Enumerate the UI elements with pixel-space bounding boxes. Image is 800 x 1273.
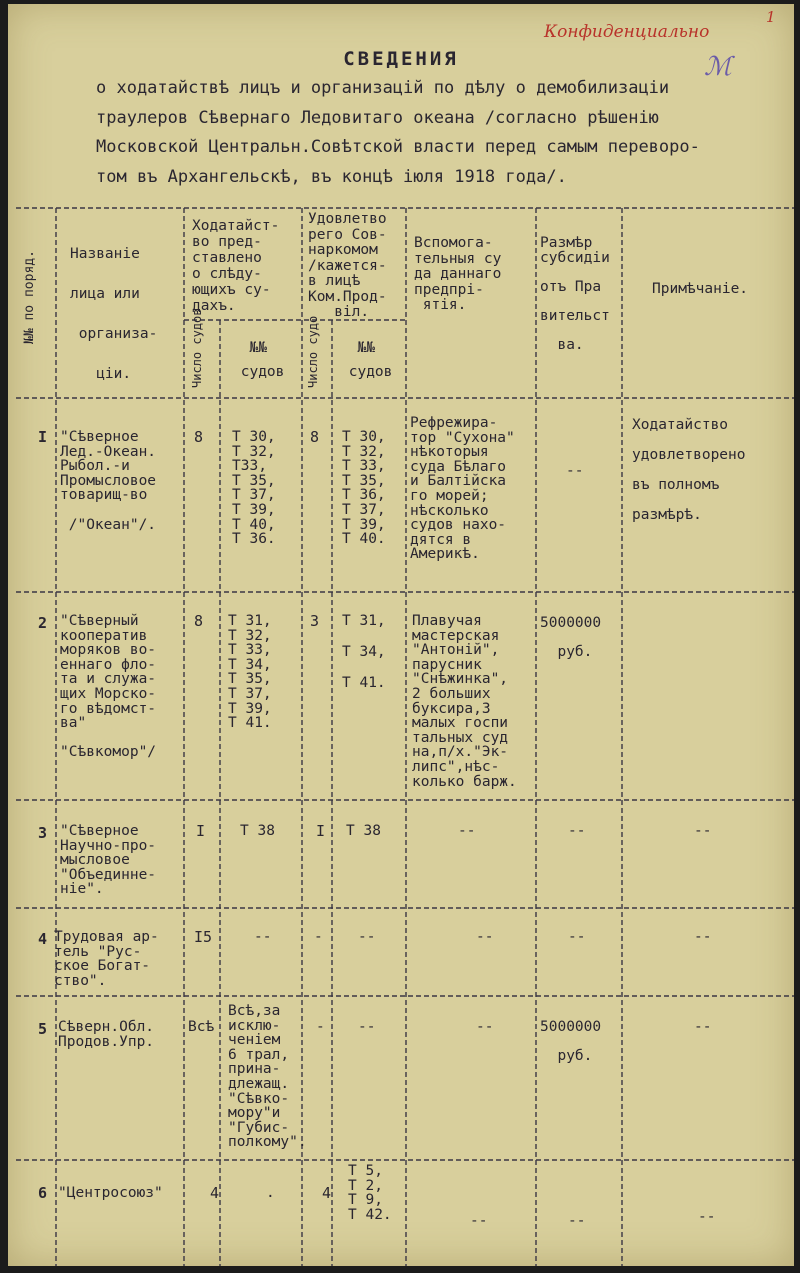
header-approved: Удовлетво рего Сов- наркомом /кажется- в лицѣ Ком.Прод- віл. [308,211,387,320]
header-approved-nos: №№ судов [348,340,393,380]
row-approved-count: - [314,929,323,945]
header-requested-nos: №№ судов [240,340,285,380]
row-note: -- [698,1209,716,1225]
intro-line: траулеров Сѣвернаго Ледовитаго океана /согласно рѣшенію [96,107,659,128]
row-approved-nos: Т 38 [346,823,381,839]
row-subsidy: -- [568,1213,586,1229]
row-requested-nos: Т 38 [240,823,275,839]
header-approved-count: Число судо [306,315,320,388]
row-auxiliary: Плавучая мастерская "Антоній", парусник "Снѣжинка", 2 больших буксира,3 малых госпи тальных суд на,п/х."Эк- липс",нѣс- колько барж. [412,613,517,790]
row-number: 5 [38,1020,48,1038]
row-requested-nos: Всѣ,за исклю- ченіем 6 трал, прина- длежащ. "Сѣвко- мору"и "Губис- полкому". [228,1003,307,1151]
row-note: -- [694,1019,712,1035]
header-requested: Ходатайст- во пред- ставлено о слѣду- ющихъ су- дахъ. [192,218,280,314]
intro-line: том въ Архангельскѣ, въ концѣ іюля 1918 года/. [96,166,567,187]
intro-line: Московской Центральн.Совѣтской власти перед самым переворо- [96,137,700,157]
intro-line: о ходатайствѣ лицъ и организацій по дѣлу о демобилизаціи [96,78,670,98]
intro-text [96,74,776,192]
row-name: "Сѣверный кооператив моряков во- еннаго фло- та и служа- щих Морско- го вѣдомст- ва" "Сѣвкомор"/ [60,613,157,761]
row-auxiliary: -- [476,929,494,945]
row-number: 4 [38,930,48,948]
row-requested-nos: . [266,1185,275,1201]
row-number: 2 [38,614,48,632]
row-note: -- [694,929,712,945]
row-subsidy: 5000000 руб. [540,1019,602,1065]
row-requested-nos: Т 31, Т 32, Т 33, Т 34, Т 35, Т 37, Т 39, Т 41. [228,613,272,732]
row-approved-nos: Т 31, Т 34, Т 41. [342,613,386,691]
page-number: 1 [766,8,776,26]
row-requested-count: 8 [194,428,204,446]
row-approved-count: 8 [310,428,320,446]
row-subsidy: -- [568,823,586,839]
header-note: Примѣчаніе. [652,281,749,297]
header-auxiliary: Вспомога- тельныя су да даннаго предпрі- ятія. [414,235,502,313]
row-approved-count: I [316,822,326,840]
row-auxiliary: -- [458,823,476,839]
row-name: "Сѣверное Лед.-Океан. Рыбол.-и Промысловое товарищ-во /"Океан"/. [60,429,157,533]
row-number: I [38,428,48,446]
row-requested-nos: -- [254,929,272,945]
row-approved-count: 3 [310,612,320,630]
header-subsidy: Размѣр субсидіи отъ Пра вительст ва. [540,235,610,353]
row-number: 6 [38,1184,48,1202]
row-requested-count: 4 [210,1184,220,1202]
row-note: -- [694,823,712,839]
row-approved-count: - [316,1019,325,1035]
row-requested-count: I5 [194,928,213,946]
row-auxiliary: -- [476,1019,494,1035]
confidential-stamp: Конфиденциально [544,22,710,42]
row-name: Сѣверн.Обл. Продов.Упр. [58,1019,155,1050]
row-subsidy: -- [566,463,584,479]
row-number: 3 [38,824,48,842]
row-approved-count: 4 [322,1184,332,1202]
row-subsidy: -- [568,929,586,945]
header-name: Названіе лица или организа- ціи. [70,246,158,382]
row-name: "Центросоюз" [58,1185,163,1201]
row-name: "Сѣверное Научно-про- мысловое "Объединне- ніе". [60,823,157,898]
row-requested-nos: Т 30, Т 32, Т33, Т 35, Т 37, Т 39, Т 40, Т 36. [232,429,276,548]
handwritten-mark-icon: ℳ [704,52,732,82]
row-approved-nos: -- [358,1019,376,1035]
row-approved-nos: -- [358,929,376,945]
header-number: №№ по поряд. [22,250,37,344]
document-title: СВЕДЕНИЯ [343,48,459,70]
row-approved-nos: Т 30, Т 32, Т 33, Т 35, Т 36, Т 37, Т 39, Т 40. [342,429,386,548]
row-name: Трудовая ар- тель "Рус- ское Богат- ство". [54,929,159,989]
row-subsidy: 5000000 руб. [540,615,602,661]
row-requested-count: Всѣ [188,1019,215,1035]
row-approved-nos: Т 5, Т 2, Т 9, Т 42. [348,1163,392,1223]
row-requested-count: I [196,822,206,840]
row-requested-count: 8 [194,612,204,630]
row-note: Ходатайство удовлетворено въ полномъ размѣрѣ. [632,417,746,523]
row-auxiliary: -- [470,1213,488,1229]
row-auxiliary: Рефрежира- тор "Сухона" нѣкоторыя суда Бѣлаго и Балтійска го морей; нѣсколько судов нахо- дятся в Америкѣ. [410,415,515,563]
header-requested-count: Число судов [190,308,204,388]
document-page [8,4,794,1266]
